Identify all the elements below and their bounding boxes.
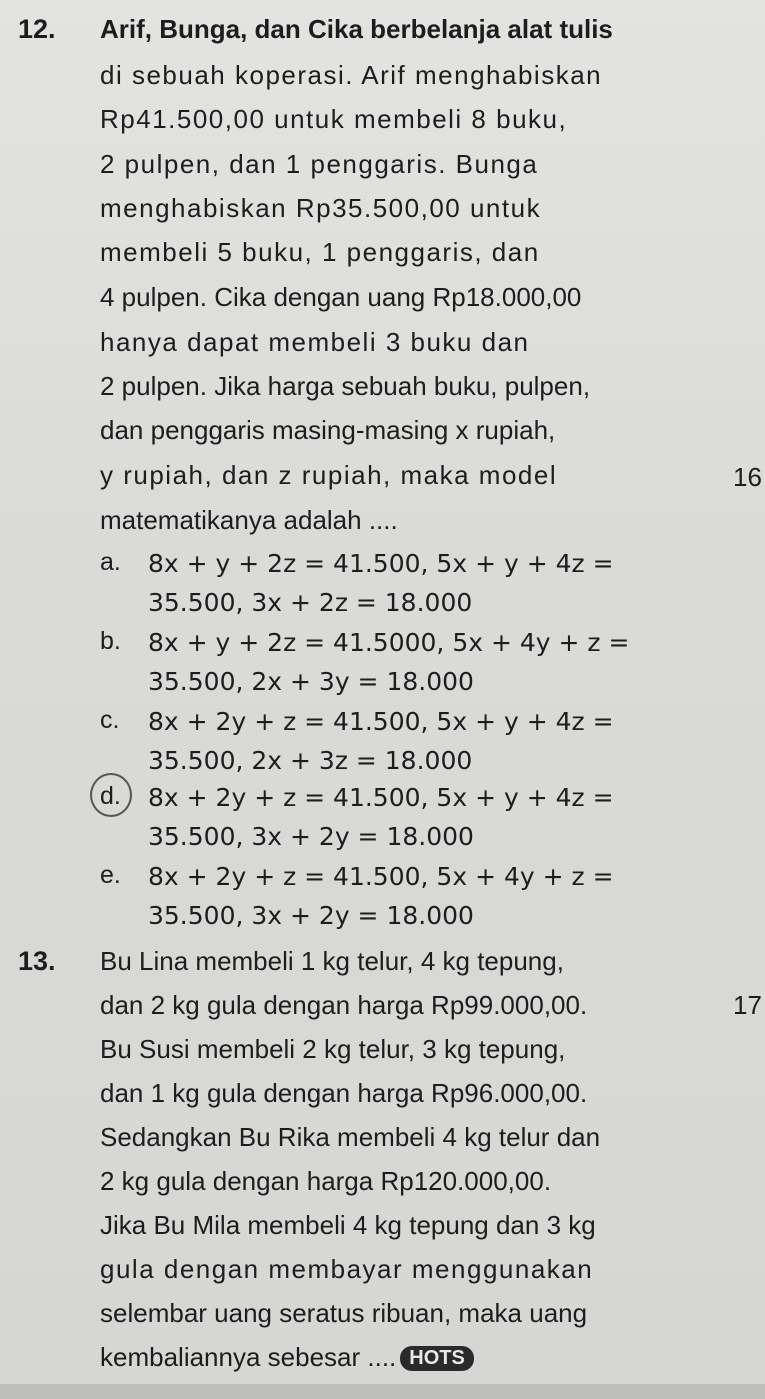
q12-line-11: y rupiah, dan z rupiah, maka model xyxy=(100,460,558,490)
q12-option-c-letter: c. xyxy=(100,706,120,734)
q13-line-7: Jika Bu Mila membeli 4 kg tepung dan 3 kg xyxy=(100,1210,596,1240)
q13-line-8: gula dengan membayar menggunakan xyxy=(100,1254,594,1284)
q12-option-d-line1: 8x + 2y + z = 41.500, 5x + y + 4z = xyxy=(148,783,614,812)
q12-line-8: hanya dapat membeli 3 buku dan xyxy=(100,327,530,357)
q13-line-10-text: kembaliannya sebesar .... xyxy=(100,1342,397,1372)
q12-line-1: Arif, Bunga, dan Cika berbelanja alat tulis xyxy=(100,14,613,44)
q12-line-2: di sebuah koperasi. Arif menghabiskan xyxy=(100,60,603,90)
q12-option-b-line2: 35.500, 2x + 3y = 18.000 xyxy=(148,667,474,696)
q12-line-9: 2 pulpen. Jika harga sebuah buku, pulpen, xyxy=(100,371,591,401)
q12-option-a-line1: 8x + y + 2z = 41.500, 5x + y + 4z = xyxy=(148,549,614,578)
q12-option-a-letter: a. xyxy=(100,548,121,576)
q13-line-10 xyxy=(100,1342,474,1373)
q13-line-9: selembar uang seratus ribuan, maka uang xyxy=(100,1298,588,1328)
q12-option-e-letter: e. xyxy=(100,861,121,889)
q12-option-b-line1: 8x + y + 2z = 41.5000, 5x + 4y + z = xyxy=(148,628,630,657)
q13-line-5: Sedangkan Bu Rika membeli 4 kg telur dan xyxy=(100,1122,601,1152)
q13-line-2: dan 2 kg gula dengan harga Rp99.000,00. xyxy=(100,990,588,1020)
q12-option-e-line1: 8x + 2y + z = 41.500, 5x + 4y + z = xyxy=(148,862,614,891)
q12-option-d-letter: d. xyxy=(100,782,121,810)
q12-line-7: 4 pulpen. Cika dengan uang Rp18.000,00 xyxy=(100,282,582,312)
q13-line-4: dan 1 kg gula dengan harga Rp96.000,00. xyxy=(100,1078,588,1108)
q12-line-6: membeli 5 buku, 1 penggaris, dan xyxy=(100,237,540,267)
hots-badge: HOTS xyxy=(400,1346,474,1371)
q12-line-4: 2 pulpen, dan 1 penggaris. Bunga xyxy=(100,149,539,179)
q13-line-1: Bu Lina membeli 1 kg telur, 4 kg tepung, xyxy=(100,946,564,976)
q13-line-6: 2 kg gula dengan harga Rp120.000,00. xyxy=(100,1166,552,1196)
q12-option-c-line2: 35.500, 2x + 3z = 18.000 xyxy=(148,746,473,775)
question-12-number: 12. xyxy=(18,14,56,44)
q12-line-12: matematikanya adalah .... xyxy=(100,505,398,535)
q12-line-3: Rp41.500,00 untuk membeli 8 buku, xyxy=(100,104,568,134)
page-bottom-edge xyxy=(0,1384,765,1399)
side-number-16: 16 xyxy=(733,462,762,492)
q12-line-5: menghabiskan Rp35.500,00 untuk xyxy=(100,193,542,223)
q12-option-b-letter: b. xyxy=(100,627,121,655)
question-13-number: 13. xyxy=(18,946,56,976)
q12-option-a-line2: 35.500, 3x + 2z = 18.000 xyxy=(148,588,473,617)
q12-option-c-line1: 8x + 2y + z = 41.500, 5x + y + 4z = xyxy=(148,707,614,736)
q12-line-10: dan penggaris masing-masing x rupiah, xyxy=(100,415,556,445)
q12-option-d-line2: 35.500, 3x + 2y = 18.000 xyxy=(148,822,474,851)
q13-line-3: Bu Susi membeli 2 kg telur, 3 kg tepung, xyxy=(100,1034,566,1064)
q12-option-e-line2: 35.500, 3x + 2y = 18.000 xyxy=(148,901,474,930)
side-number-17: 17 xyxy=(733,990,762,1020)
